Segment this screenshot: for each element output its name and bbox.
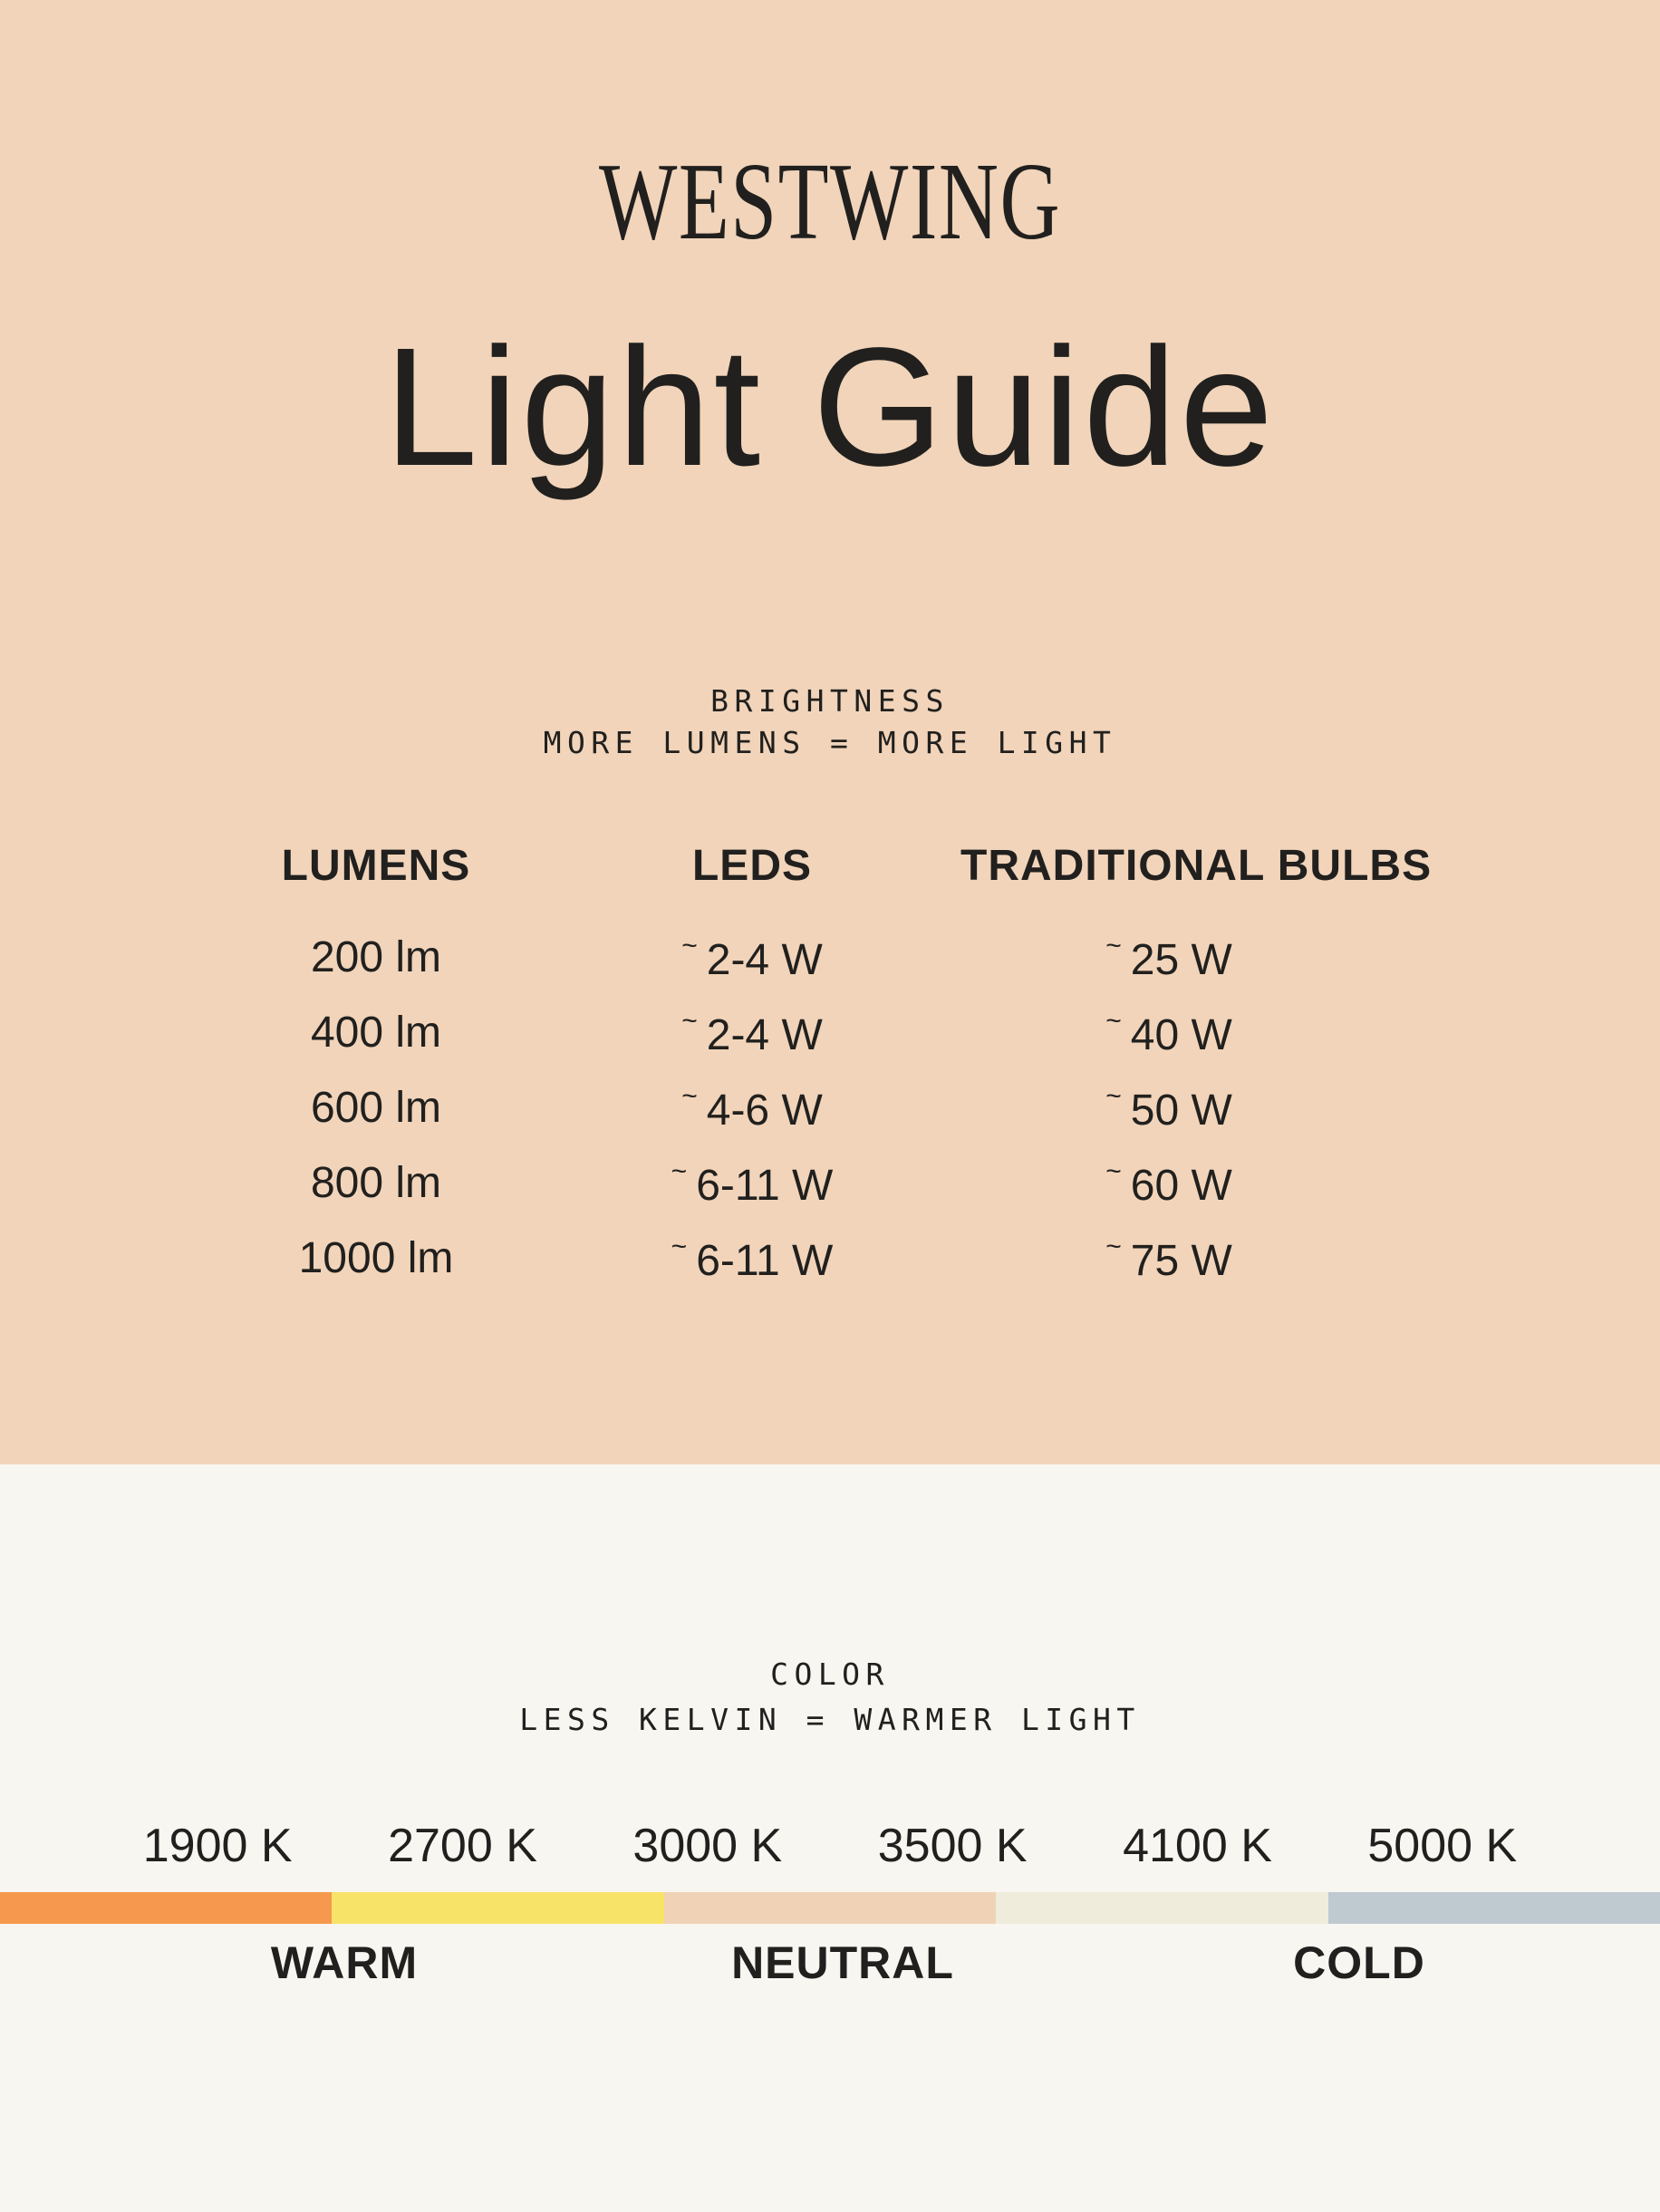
bulb-watt-value (960, 1006, 1377, 1060)
table-row (208, 995, 1377, 1070)
brand-logo-text: WESTWING (598, 140, 1062, 263)
color-heading: COLOR (770, 1657, 890, 1692)
bulb-watt-value (960, 1232, 1377, 1286)
temperature-label-warm: WARM (270, 1937, 419, 1988)
temperature-label-cold: COLD (1293, 1937, 1425, 1988)
table-row (208, 1145, 1377, 1221)
led-watt-value (544, 1232, 960, 1286)
brightness-heading: BRIGHTNESS (710, 683, 950, 719)
table-row (208, 1221, 1377, 1296)
bulb-watt-text: 60 W (1130, 1161, 1232, 1210)
led-watt-text: 4-6 W (706, 1086, 823, 1135)
approx-symbol: ~ (1105, 1080, 1122, 1111)
kelvin-label: 2700 K (388, 1820, 537, 1872)
column-header-leds: LEDS (691, 841, 812, 890)
bulb-watt-value (960, 1156, 1377, 1211)
approx-symbol: ~ (1105, 1005, 1122, 1036)
scale-segment-warm-orange (0, 1892, 332, 1924)
approx-symbol: ~ (1105, 930, 1122, 961)
scale-segment-neutral-peach (664, 1892, 996, 1924)
table-row (208, 1070, 1377, 1145)
led-watt-value (544, 1006, 960, 1060)
bulb-watt-text: 25 W (1130, 935, 1232, 984)
bulb-watt-text: 50 W (1130, 1086, 1232, 1135)
lumens-value: 1000 lm (298, 1234, 454, 1282)
lumens-value: 600 lm (310, 1084, 442, 1132)
kelvin-label: 5000 K (1367, 1820, 1518, 1872)
temperature-label-neutral: NEUTRAL (731, 1937, 954, 1988)
bulb-watt-text: 75 W (1130, 1236, 1232, 1285)
led-watt-text: 2-4 W (706, 1010, 823, 1059)
approx-symbol: ~ (671, 1155, 688, 1186)
page-title: Light Guide (383, 314, 1277, 501)
approx-symbol: ~ (681, 1005, 698, 1036)
column-header-traditional-bulbs: TRADITIONAL BULBS (960, 841, 1433, 890)
brand-logo (0, 136, 1660, 268)
table-body (208, 920, 1377, 1296)
temperature-labels (0, 1937, 1660, 1991)
led-watt-text: 6-11 W (696, 1161, 834, 1210)
led-watt-value (544, 1156, 960, 1211)
lumens-value: 200 lm (310, 933, 442, 981)
led-watt-text: 2-4 W (706, 935, 823, 984)
led-watt-value (544, 1081, 960, 1135)
approx-symbol: ~ (671, 1231, 688, 1261)
bulb-watt-value (960, 1081, 1377, 1135)
lumens-value: 800 lm (310, 1159, 442, 1207)
approx-symbol: ~ (681, 1080, 698, 1111)
column-header-lumens: LUMENS (281, 841, 471, 890)
kelvin-label: 4100 K (1123, 1820, 1272, 1872)
table-header-row (208, 834, 1433, 897)
color-subheading: LESS KELVIN = WARMER LIGHT (519, 1702, 1141, 1737)
approx-symbol: ~ (1105, 1155, 1122, 1186)
kelvin-label: 3000 K (632, 1820, 783, 1872)
kelvin-scale-labels (0, 1819, 1660, 1873)
scale-segment-cold-gray (1328, 1892, 1660, 1924)
approx-symbol: ~ (1105, 1231, 1122, 1261)
bulb-watt-text: 40 W (1130, 1010, 1232, 1059)
scale-segment-warm-yellow (332, 1892, 663, 1924)
bulb-watt-value (960, 931, 1377, 985)
led-watt-value (544, 931, 960, 985)
table-row (208, 920, 1377, 995)
lumens-table (208, 834, 1433, 1296)
kelvin-label: 1900 K (142, 1820, 293, 1872)
brightness-subheading: MORE LUMENS = MORE LIGHT (543, 725, 1117, 760)
color-temperature-bar (0, 1892, 1660, 1924)
scale-segment-neutral-cream (996, 1892, 1327, 1924)
approx-symbol: ~ (681, 930, 698, 961)
lumens-value: 400 lm (310, 1009, 442, 1057)
kelvin-label: 3500 K (877, 1820, 1028, 1872)
led-watt-text: 6-11 W (696, 1236, 834, 1285)
